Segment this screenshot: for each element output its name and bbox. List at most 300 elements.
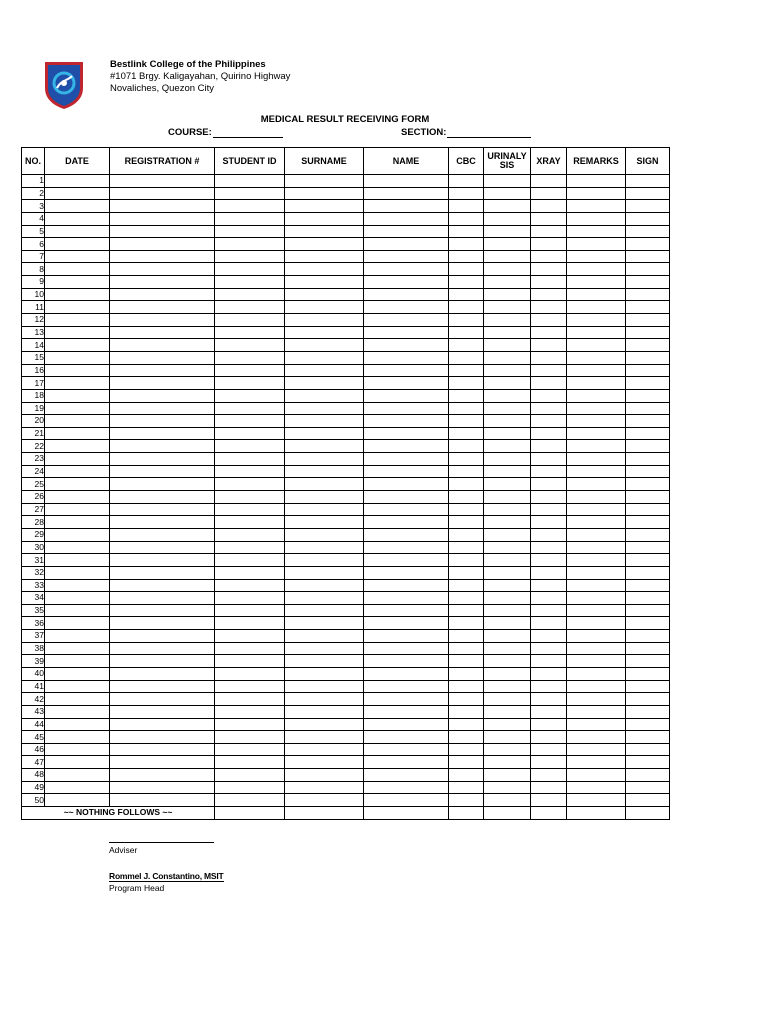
table-cell[interactable]	[531, 389, 567, 402]
table-cell[interactable]	[285, 415, 364, 428]
table-cell[interactable]	[110, 604, 215, 617]
table-cell[interactable]	[215, 314, 285, 327]
table-cell[interactable]	[449, 175, 484, 188]
table-cell[interactable]	[531, 402, 567, 415]
table-cell[interactable]	[110, 667, 215, 680]
table-cell[interactable]	[567, 415, 626, 428]
table-cell[interactable]	[45, 402, 110, 415]
table-cell[interactable]	[449, 187, 484, 200]
table-cell[interactable]	[285, 680, 364, 693]
table-cell[interactable]	[484, 288, 531, 301]
table-cell[interactable]	[215, 377, 285, 390]
table-cell[interactable]	[215, 175, 285, 188]
table-cell[interactable]	[449, 554, 484, 567]
table-cell[interactable]	[364, 389, 449, 402]
table-cell[interactable]	[285, 617, 364, 630]
table-cell[interactable]	[484, 769, 531, 782]
table-cell[interactable]	[567, 276, 626, 289]
table-cell[interactable]	[215, 187, 285, 200]
table-cell[interactable]	[567, 187, 626, 200]
table-cell[interactable]	[215, 743, 285, 756]
table-cell[interactable]	[531, 187, 567, 200]
table-cell[interactable]	[567, 351, 626, 364]
table-cell[interactable]	[215, 731, 285, 744]
table-cell[interactable]	[285, 503, 364, 516]
table-cell[interactable]	[285, 402, 364, 415]
table-cell[interactable]	[449, 756, 484, 769]
table-cell[interactable]	[45, 364, 110, 377]
table-cell[interactable]	[285, 541, 364, 554]
table-cell[interactable]	[626, 718, 670, 731]
table-cell[interactable]	[285, 377, 364, 390]
table-cell[interactable]	[531, 667, 567, 680]
table-cell[interactable]	[531, 351, 567, 364]
table-cell[interactable]	[364, 212, 449, 225]
table-cell[interactable]	[45, 769, 110, 782]
table-cell[interactable]	[626, 579, 670, 592]
table-cell[interactable]	[567, 402, 626, 415]
table-cell[interactable]	[364, 377, 449, 390]
table-cell[interactable]	[626, 756, 670, 769]
table-cell[interactable]	[626, 478, 670, 491]
table-cell[interactable]	[45, 212, 110, 225]
table-cell[interactable]	[364, 541, 449, 554]
table-cell[interactable]	[531, 579, 567, 592]
table-cell[interactable]	[285, 528, 364, 541]
table-cell[interactable]	[285, 642, 364, 655]
table-cell[interactable]	[531, 705, 567, 718]
table-cell[interactable]	[110, 491, 215, 504]
table-cell[interactable]	[531, 642, 567, 655]
table-cell[interactable]	[484, 705, 531, 718]
table-cell[interactable]	[484, 667, 531, 680]
table-cell[interactable]	[626, 175, 670, 188]
table-cell[interactable]	[110, 364, 215, 377]
table-cell[interactable]	[45, 339, 110, 352]
table-cell[interactable]	[484, 250, 531, 263]
table-cell[interactable]	[364, 351, 449, 364]
table-cell[interactable]	[110, 478, 215, 491]
table-cell[interactable]	[285, 187, 364, 200]
table-cell[interactable]	[449, 541, 484, 554]
table-cell[interactable]	[215, 288, 285, 301]
table-cell[interactable]	[449, 238, 484, 251]
table-cell[interactable]	[364, 200, 449, 213]
table-cell[interactable]	[110, 288, 215, 301]
table-cell[interactable]	[449, 212, 484, 225]
table-cell[interactable]	[110, 465, 215, 478]
table-cell[interactable]	[449, 705, 484, 718]
table-cell[interactable]	[110, 200, 215, 213]
table-cell[interactable]	[45, 617, 110, 630]
table-cell[interactable]	[531, 427, 567, 440]
table-cell[interactable]	[45, 516, 110, 529]
table-cell[interactable]	[567, 756, 626, 769]
table-cell[interactable]	[531, 566, 567, 579]
table-cell[interactable]	[215, 263, 285, 276]
table-cell[interactable]	[110, 263, 215, 276]
table-cell[interactable]	[531, 377, 567, 390]
table-cell[interactable]	[45, 655, 110, 668]
table-cell[interactable]	[110, 756, 215, 769]
table-cell[interactable]	[626, 680, 670, 693]
table-cell[interactable]	[285, 630, 364, 643]
table-cell[interactable]	[285, 566, 364, 579]
table-cell[interactable]	[45, 554, 110, 567]
table-cell[interactable]	[215, 491, 285, 504]
table-cell[interactable]	[45, 465, 110, 478]
table-cell[interactable]	[567, 212, 626, 225]
table-cell[interactable]	[626, 731, 670, 744]
table-cell[interactable]	[449, 453, 484, 466]
table-cell[interactable]	[484, 440, 531, 453]
table-cell[interactable]	[285, 794, 364, 807]
table-cell[interactable]	[567, 250, 626, 263]
table-cell[interactable]	[567, 314, 626, 327]
table-cell[interactable]	[364, 743, 449, 756]
table-cell[interactable]	[215, 250, 285, 263]
table-cell[interactable]	[45, 667, 110, 680]
table-cell[interactable]	[567, 516, 626, 529]
table-cell[interactable]	[531, 528, 567, 541]
table-cell[interactable]	[285, 478, 364, 491]
table-cell[interactable]	[449, 528, 484, 541]
table-cell[interactable]	[626, 705, 670, 718]
table-cell[interactable]	[449, 314, 484, 327]
table-cell[interactable]	[567, 427, 626, 440]
table-cell[interactable]	[110, 769, 215, 782]
table-cell[interactable]	[215, 200, 285, 213]
table-cell[interactable]	[567, 339, 626, 352]
table-cell[interactable]	[449, 516, 484, 529]
table-cell[interactable]	[531, 491, 567, 504]
table-cell[interactable]	[215, 756, 285, 769]
table-cell[interactable]	[484, 187, 531, 200]
table-cell[interactable]	[531, 453, 567, 466]
table-cell[interactable]	[45, 756, 110, 769]
table-cell[interactable]	[45, 630, 110, 643]
table-cell[interactable]	[110, 642, 215, 655]
table-cell[interactable]	[110, 516, 215, 529]
table-cell[interactable]	[484, 427, 531, 440]
table-cell[interactable]	[567, 465, 626, 478]
table-cell[interactable]	[484, 604, 531, 617]
table-cell[interactable]	[531, 541, 567, 554]
table-cell[interactable]	[484, 781, 531, 794]
table-cell[interactable]	[626, 301, 670, 314]
table-cell[interactable]	[285, 212, 364, 225]
table-cell[interactable]	[531, 794, 567, 807]
table-cell[interactable]	[484, 592, 531, 605]
table-cell[interactable]	[484, 402, 531, 415]
table-cell[interactable]	[531, 503, 567, 516]
table-cell[interactable]	[110, 731, 215, 744]
table-cell[interactable]	[626, 288, 670, 301]
table-cell[interactable]	[215, 503, 285, 516]
table-cell[interactable]	[110, 440, 215, 453]
table-cell[interactable]	[484, 276, 531, 289]
table-cell[interactable]	[484, 453, 531, 466]
table-cell[interactable]	[215, 415, 285, 428]
table-cell[interactable]	[110, 566, 215, 579]
table-cell[interactable]	[110, 276, 215, 289]
table-cell[interactable]	[364, 326, 449, 339]
table-cell[interactable]	[110, 250, 215, 263]
table-cell[interactable]	[449, 794, 484, 807]
table-cell[interactable]	[285, 225, 364, 238]
table-cell[interactable]	[215, 667, 285, 680]
table-cell[interactable]	[567, 642, 626, 655]
table-cell[interactable]	[626, 541, 670, 554]
table-cell[interactable]	[449, 377, 484, 390]
table-cell[interactable]	[449, 364, 484, 377]
table-cell[interactable]	[364, 187, 449, 200]
table-cell[interactable]	[449, 617, 484, 630]
table-cell[interactable]	[567, 364, 626, 377]
table-cell[interactable]	[484, 642, 531, 655]
table-cell[interactable]	[531, 364, 567, 377]
table-cell[interactable]	[45, 781, 110, 794]
table-cell[interactable]	[449, 769, 484, 782]
table-cell[interactable]	[110, 238, 215, 251]
table-cell[interactable]	[110, 427, 215, 440]
table-cell[interactable]	[626, 276, 670, 289]
table-cell[interactable]	[484, 516, 531, 529]
table-cell[interactable]	[449, 491, 484, 504]
table-cell[interactable]	[45, 238, 110, 251]
table-cell[interactable]	[285, 693, 364, 706]
table-cell[interactable]	[364, 339, 449, 352]
table-cell[interactable]	[215, 276, 285, 289]
table-cell[interactable]	[215, 301, 285, 314]
table-cell[interactable]	[110, 377, 215, 390]
table-cell[interactable]	[531, 440, 567, 453]
table-cell[interactable]	[285, 781, 364, 794]
table-cell[interactable]	[215, 440, 285, 453]
table-cell[interactable]	[110, 781, 215, 794]
table-cell[interactable]	[215, 705, 285, 718]
table-cell[interactable]	[531, 212, 567, 225]
table-cell[interactable]	[449, 731, 484, 744]
table-cell[interactable]	[531, 276, 567, 289]
table-cell[interactable]	[45, 250, 110, 263]
table-cell[interactable]	[285, 769, 364, 782]
table-cell[interactable]	[364, 314, 449, 327]
table-cell[interactable]	[626, 516, 670, 529]
table-cell[interactable]	[364, 528, 449, 541]
table-cell[interactable]	[531, 592, 567, 605]
table-cell[interactable]	[215, 592, 285, 605]
table-cell[interactable]	[626, 642, 670, 655]
table-cell[interactable]	[567, 592, 626, 605]
table-cell[interactable]	[285, 667, 364, 680]
table-cell[interactable]	[626, 314, 670, 327]
table-cell[interactable]	[45, 592, 110, 605]
table-cell[interactable]	[484, 301, 531, 314]
table-cell[interactable]	[484, 351, 531, 364]
table-cell[interactable]	[626, 667, 670, 680]
table-cell[interactable]	[110, 528, 215, 541]
table-cell[interactable]	[449, 465, 484, 478]
table-cell[interactable]	[626, 200, 670, 213]
table-cell[interactable]	[531, 554, 567, 567]
table-cell[interactable]	[567, 238, 626, 251]
section-field[interactable]	[401, 126, 531, 138]
table-cell[interactable]	[110, 743, 215, 756]
table-cell[interactable]	[45, 326, 110, 339]
table-cell[interactable]	[626, 238, 670, 251]
table-cell[interactable]	[110, 680, 215, 693]
table-cell[interactable]	[285, 301, 364, 314]
table-cell[interactable]	[531, 200, 567, 213]
table-cell[interactable]	[484, 377, 531, 390]
table-cell[interactable]	[449, 389, 484, 402]
table-cell[interactable]	[285, 263, 364, 276]
table-cell[interactable]	[285, 453, 364, 466]
table-cell[interactable]	[449, 693, 484, 706]
table-cell[interactable]	[215, 339, 285, 352]
table-cell[interactable]	[626, 566, 670, 579]
table-cell[interactable]	[45, 503, 110, 516]
table-cell[interactable]	[484, 718, 531, 731]
table-cell[interactable]	[364, 718, 449, 731]
table-cell[interactable]	[364, 238, 449, 251]
table-cell[interactable]	[531, 225, 567, 238]
table-cell[interactable]	[215, 364, 285, 377]
table-cell[interactable]	[110, 693, 215, 706]
table-cell[interactable]	[364, 731, 449, 744]
table-cell[interactable]	[285, 731, 364, 744]
table-cell[interactable]	[531, 718, 567, 731]
table-cell[interactable]	[531, 238, 567, 251]
table-cell[interactable]	[449, 478, 484, 491]
table-cell[interactable]	[215, 579, 285, 592]
table-cell[interactable]	[45, 225, 110, 238]
table-cell[interactable]	[364, 491, 449, 504]
table-cell[interactable]	[364, 794, 449, 807]
table-cell[interactable]	[484, 478, 531, 491]
table-cell[interactable]	[45, 288, 110, 301]
table-cell[interactable]	[626, 427, 670, 440]
table-cell[interactable]	[531, 478, 567, 491]
table-cell[interactable]	[215, 427, 285, 440]
table-cell[interactable]	[567, 389, 626, 402]
table-cell[interactable]	[449, 440, 484, 453]
table-cell[interactable]	[285, 250, 364, 263]
table-cell[interactable]	[364, 554, 449, 567]
table-cell[interactable]	[449, 225, 484, 238]
table-cell[interactable]	[215, 604, 285, 617]
table-cell[interactable]	[285, 718, 364, 731]
table-cell[interactable]	[626, 743, 670, 756]
table-cell[interactable]	[484, 339, 531, 352]
table-cell[interactable]	[110, 503, 215, 516]
table-cell[interactable]	[285, 339, 364, 352]
course-field[interactable]	[168, 126, 283, 138]
table-cell[interactable]	[45, 187, 110, 200]
table-cell[interactable]	[215, 655, 285, 668]
table-cell[interactable]	[449, 667, 484, 680]
table-cell[interactable]	[531, 680, 567, 693]
table-cell[interactable]	[364, 592, 449, 605]
table-cell[interactable]	[449, 326, 484, 339]
table-cell[interactable]	[449, 743, 484, 756]
table-cell[interactable]	[626, 339, 670, 352]
table-cell[interactable]	[531, 263, 567, 276]
table-cell[interactable]	[364, 440, 449, 453]
table-cell[interactable]	[484, 212, 531, 225]
table-cell[interactable]	[626, 326, 670, 339]
table-cell[interactable]	[45, 705, 110, 718]
table-cell[interactable]	[364, 250, 449, 263]
table-cell[interactable]	[567, 579, 626, 592]
table-cell[interactable]	[285, 364, 364, 377]
table-cell[interactable]	[215, 402, 285, 415]
table-cell[interactable]	[531, 743, 567, 756]
table-cell[interactable]	[110, 579, 215, 592]
table-cell[interactable]	[626, 630, 670, 643]
table-cell[interactable]	[215, 693, 285, 706]
table-cell[interactable]	[449, 263, 484, 276]
table-cell[interactable]	[567, 769, 626, 782]
table-cell[interactable]	[110, 314, 215, 327]
table-cell[interactable]	[215, 541, 285, 554]
table-cell[interactable]	[45, 693, 110, 706]
table-cell[interactable]	[449, 630, 484, 643]
table-cell[interactable]	[45, 680, 110, 693]
table-cell[interactable]	[215, 794, 285, 807]
table-cell[interactable]	[285, 743, 364, 756]
table-cell[interactable]	[215, 630, 285, 643]
table-cell[interactable]	[110, 389, 215, 402]
table-cell[interactable]	[215, 528, 285, 541]
table-cell[interactable]	[449, 781, 484, 794]
table-cell[interactable]	[449, 415, 484, 428]
table-cell[interactable]	[285, 389, 364, 402]
table-cell[interactable]	[45, 301, 110, 314]
table-cell[interactable]	[531, 326, 567, 339]
table-cell[interactable]	[45, 528, 110, 541]
table-cell[interactable]	[110, 541, 215, 554]
table-cell[interactable]	[215, 238, 285, 251]
table-cell[interactable]	[567, 731, 626, 744]
table-cell[interactable]	[531, 516, 567, 529]
table-cell[interactable]	[567, 200, 626, 213]
table-cell[interactable]	[45, 541, 110, 554]
table-cell[interactable]	[364, 680, 449, 693]
table-cell[interactable]	[484, 756, 531, 769]
table-cell[interactable]	[215, 478, 285, 491]
table-cell[interactable]	[364, 225, 449, 238]
table-cell[interactable]	[449, 301, 484, 314]
table-cell[interactable]	[285, 579, 364, 592]
table-cell[interactable]	[449, 655, 484, 668]
table-cell[interactable]	[364, 364, 449, 377]
table-cell[interactable]	[215, 516, 285, 529]
table-cell[interactable]	[567, 225, 626, 238]
table-cell[interactable]	[484, 680, 531, 693]
table-cell[interactable]	[285, 440, 364, 453]
table-cell[interactable]	[110, 301, 215, 314]
table-cell[interactable]	[567, 617, 626, 630]
table-cell[interactable]	[364, 667, 449, 680]
table-cell[interactable]	[567, 528, 626, 541]
table-cell[interactable]	[626, 440, 670, 453]
table-cell[interactable]	[626, 693, 670, 706]
table-cell[interactable]	[285, 326, 364, 339]
table-cell[interactable]	[626, 528, 670, 541]
table-cell[interactable]	[626, 781, 670, 794]
